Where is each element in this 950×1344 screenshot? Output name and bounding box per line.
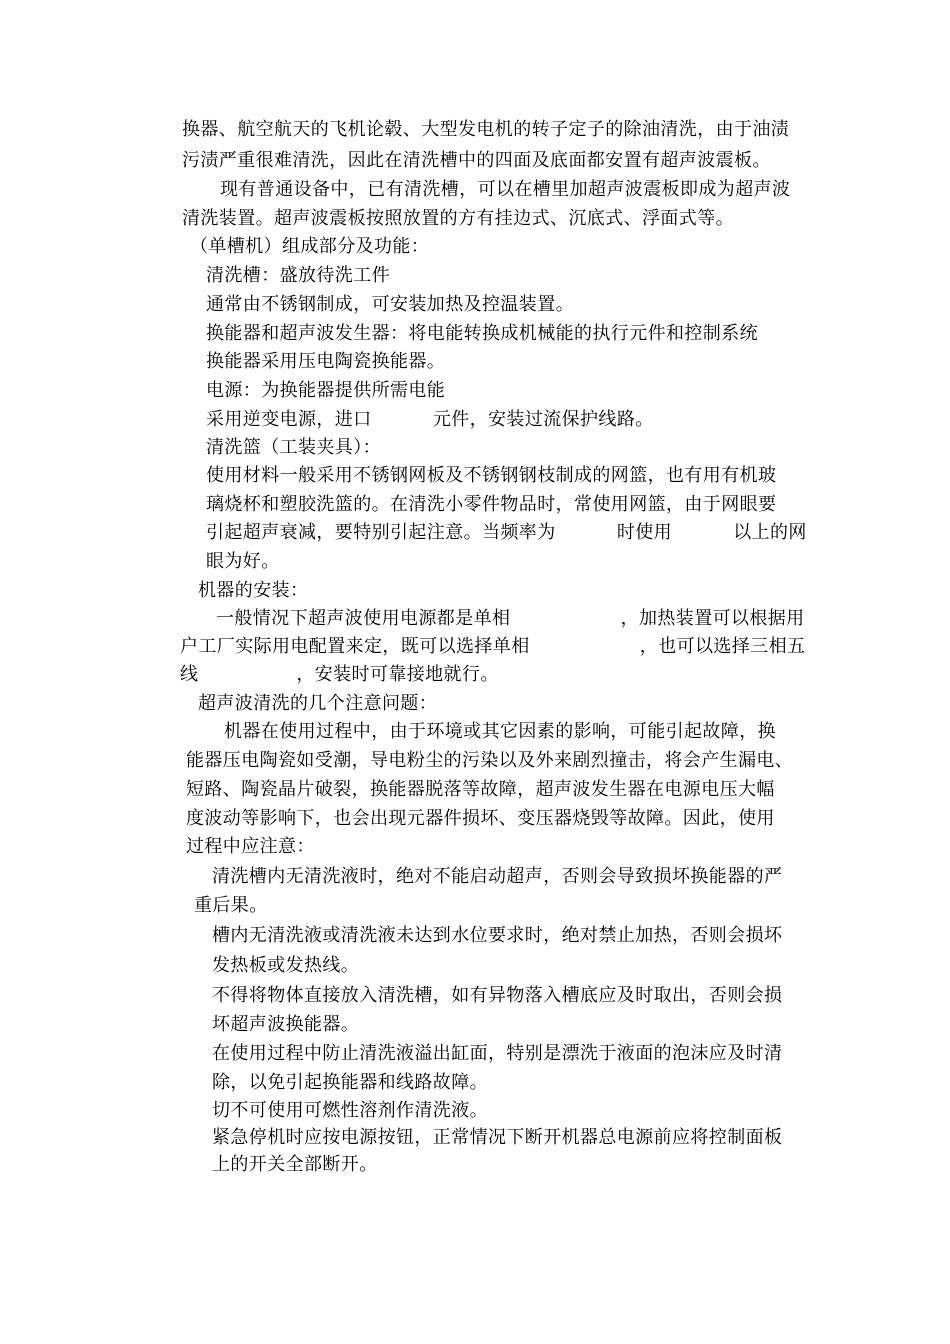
section-heading: （单槽机）组成部分及功能： [190,236,430,257]
text-line: 通常由不锈钢制成，可安装加热及控温装置。 [206,294,574,315]
section-heading: 机器的安装： [198,580,309,601]
text-line: 眼为好。 [206,551,280,572]
text-line: 璃烧杯和塑胶洗篮的。在清洗小零件物品时，常使用网篮，由于网眼要 [206,494,777,515]
text-line: 短路、陶瓷晶片破裂，换能器脱落等故障，超声波发生器在电源电压大幅 [186,779,775,800]
list-item-continuation: 重后果。 [194,895,268,916]
text-line: 污渍严重很难清洗，因此在清洗槽中的四面及底面都安置有超声波震板。 [182,150,771,171]
text-line: 清洗槽：盛放待洗工件 [206,265,390,286]
section-heading: 超声波清洗的几个注意问题： [198,693,438,714]
text-line: 清洗篮（工装夹具）： [206,437,381,458]
text-line: 过程中应注意： [186,836,315,857]
text-line: 换能器采用压电陶瓷换能器。 [206,351,446,372]
text-line: 能器压电陶瓷如受潮，导电粉尘的污染以及外来剧烈撞击，将会产生漏电、 [186,750,794,771]
list-item: 槽内无清洗液或清洗液未达到水位要求时，绝对禁止加热，否则会损坏 [212,925,783,946]
text-line: 度波动等影响下，也会出现元器件损坏、变压器烧毁等故障。因此，使用 [186,808,775,829]
text-line: 机器在使用过程中，由于环境或其它因素的影响，可能引起故障，换 [224,721,776,742]
text-line: 引起超声衰减，要特别引起注意。当频率为 时使用 以上的网 [206,522,807,543]
text-line: 一般情况下超声波使用电源都是单相 ，加热装置可以根据用 [216,608,805,629]
text-line: 线 ，安装时可靠接地就行。 [180,664,499,685]
text-line: 清洗装置。超声波震板按照放置的方有挂边式、沉底式、浮面式等。 [182,208,734,229]
list-item-continuation: 上的开关全部断开。 [212,1154,378,1175]
list-item: 紧急停机时应按电源按钮，正常情况下断开机器总电源前应将控制面板 [212,1127,783,1148]
list-item: 在使用过程中防止清洗液溢出缸面，特别是漂洗于液面的泡沫应及时清 [212,1043,783,1064]
text-line: 现有普通设备中，已有清洗槽，可以在槽里加超声波震板即成为超声波 [220,179,791,200]
text-line: 采用逆变电源，进口 元件，安装过流保护线路。 [206,409,654,430]
text-line: 换能器和超声波发生器：将电能转换成机械能的执行元件和控制系统 [206,323,758,344]
text-line: 换器、航空航天的飞机论毂、大型发电机的转子定子的除油清洗，由于油渍 [182,119,790,140]
list-item-continuation: 除，以免引起换能器和线路故障。 [212,1072,488,1093]
list-item: 清洗槽内无清洗液时，绝对不能启动超声，否则会导致损坏换能器的严 [212,866,783,887]
text-line: 使用材料一般采用不锈钢网板及不锈钢钢枝制成的网篮，也有用有机玻 [206,465,777,486]
list-item-continuation: 发热板或发热线。 [212,955,360,976]
list-item: 切不可使用可燃性溶剂作清洗液。 [212,1100,488,1121]
list-item: 不得将物体直接放入清洗槽，如有异物落入槽底应及时取出，否则会损 [212,985,783,1006]
text-line: 电源：为换能器提供所需电能 [206,380,446,401]
text-line: 户工厂实际用电配置来定，既可以选择单相 ，也可以选择三相五 [180,636,806,657]
list-item-continuation: 坏超声波换能器。 [212,1014,360,1035]
